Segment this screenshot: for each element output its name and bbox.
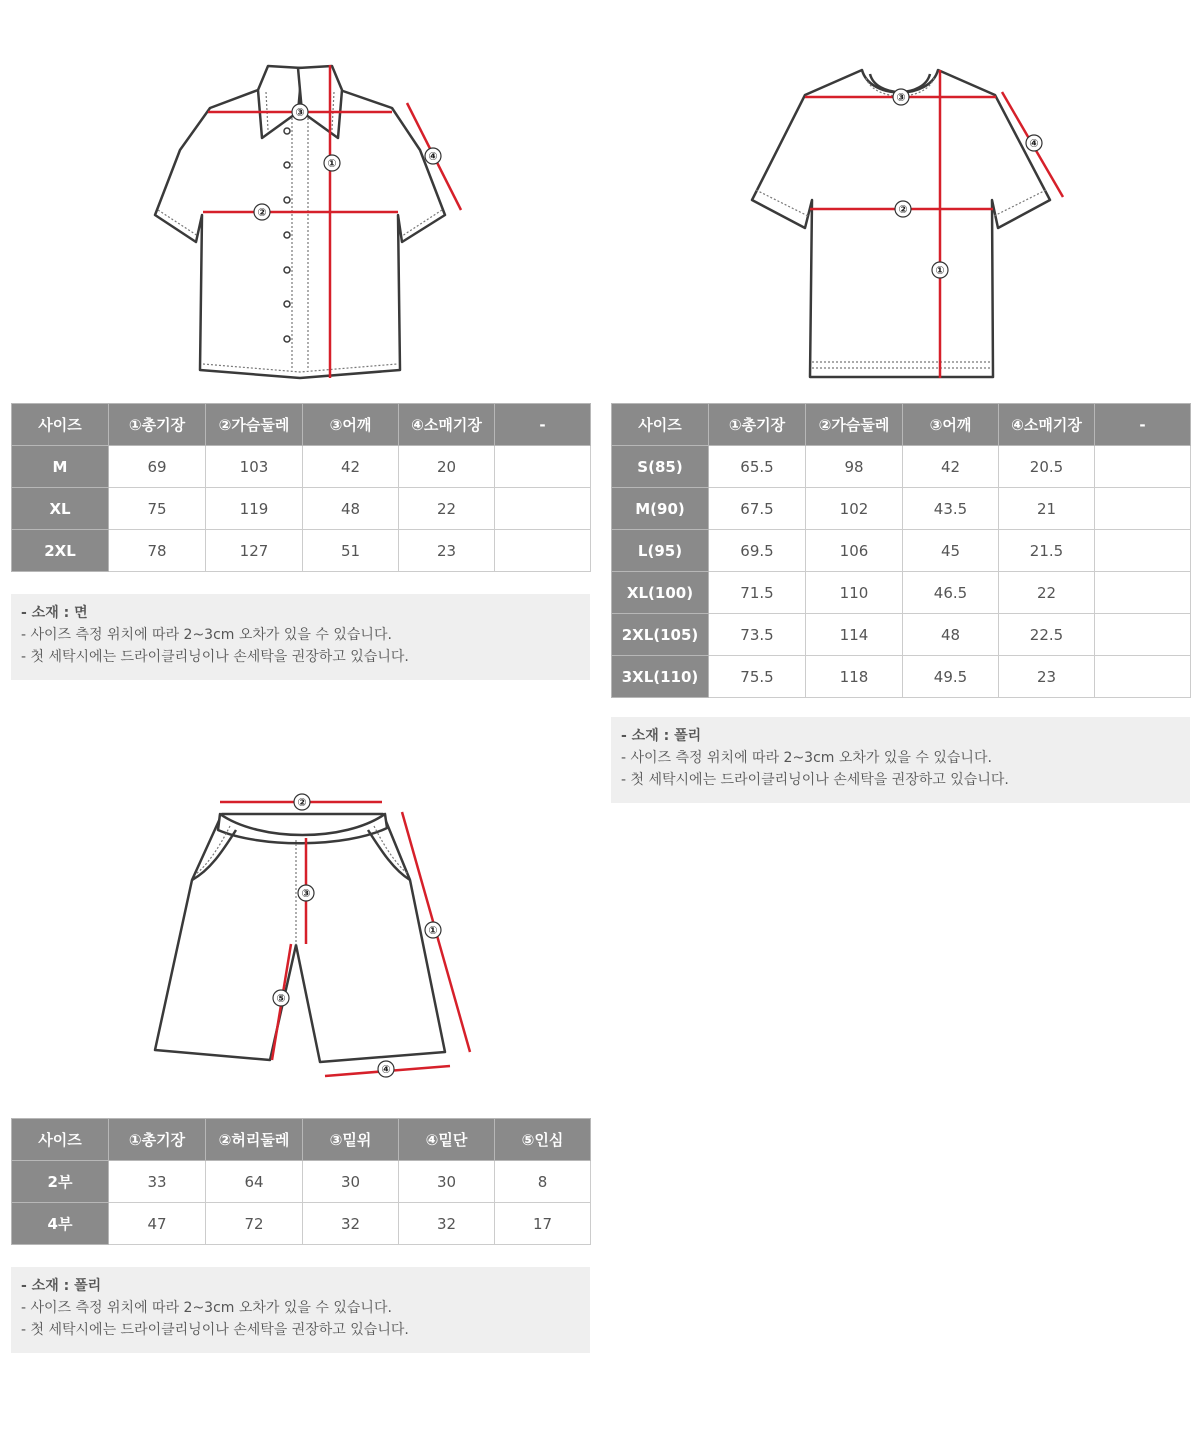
table-cell: 118 (806, 656, 903, 698)
table-cell: 23 (999, 656, 1095, 698)
table-cell: 17 (495, 1203, 591, 1245)
table-row (612, 488, 1191, 530)
shirt-notes (11, 594, 590, 680)
marker-3: ③ (301, 887, 311, 900)
marker-4: ④ (428, 150, 438, 163)
marker-1: ① (428, 924, 438, 937)
table-row (612, 446, 1191, 488)
marker-2: ② (297, 796, 307, 809)
header-extra: - (1095, 404, 1191, 446)
table-cell (1095, 656, 1191, 698)
table-cell: 23 (399, 530, 495, 572)
size-cell: XL(100) (612, 572, 709, 614)
header-chest: ②가슴둘레 (206, 404, 303, 446)
table-cell: 69.5 (709, 530, 806, 572)
table-cell: 114 (806, 614, 903, 656)
table-cell: 32 (399, 1203, 495, 1245)
table-cell: 21.5 (999, 530, 1095, 572)
table-cell: 127 (206, 530, 303, 572)
table-cell: 48 (303, 488, 399, 530)
table-cell: 43.5 (903, 488, 999, 530)
note-line: - 첫 세탁시에는 드라이클리닝이나 손세탁을 권장하고 있습니다. (21, 1322, 409, 1338)
header-size: 사이즈 (12, 404, 109, 446)
size-cell: S(85) (612, 446, 709, 488)
header-extra: - (495, 404, 591, 446)
shorts-notes (11, 1267, 590, 1353)
header-shoulder: ③어깨 (303, 404, 399, 446)
header-total-length: ①총기장 (109, 1119, 206, 1161)
header-inseam: ⑤인심 (495, 1119, 591, 1161)
size-cell: 3XL(110) (612, 656, 709, 698)
marker-3: ③ (295, 106, 305, 119)
material-text: - 소재 : 폴리 (21, 1278, 102, 1294)
table-cell: 46.5 (903, 572, 999, 614)
t-shirt-illustration (740, 60, 1070, 385)
table-cell: 69 (109, 446, 206, 488)
table-cell: 65.5 (709, 446, 806, 488)
table-cell: 72 (206, 1203, 303, 1245)
table-cell: 119 (206, 488, 303, 530)
table-cell: 20 (399, 446, 495, 488)
header-rise: ③밑위 (303, 1119, 399, 1161)
header-chest: ②가슴둘레 (806, 404, 903, 446)
table-header-row (12, 1119, 591, 1161)
table-cell (1095, 572, 1191, 614)
marker-4: ④ (1029, 137, 1039, 150)
table-row (12, 1203, 591, 1245)
table-cell: 110 (806, 572, 903, 614)
marker-3: ③ (896, 91, 906, 104)
size-cell: 4부 (12, 1203, 109, 1245)
table-cell: 48 (903, 614, 999, 656)
material-text: - 소재 : 폴리 (621, 728, 702, 744)
size-cell: 2XL(105) (612, 614, 709, 656)
table-cell: 42 (303, 446, 399, 488)
table-cell: 73.5 (709, 614, 806, 656)
table-cell: 42 (903, 446, 999, 488)
note-line: - 사이즈 측정 위치에 따라 2~3cm 오차가 있을 수 있습니다. (21, 627, 392, 643)
table-cell: 30 (399, 1161, 495, 1203)
table-cell (1095, 530, 1191, 572)
header-hem: ④밑단 (399, 1119, 495, 1161)
table-cell (1095, 614, 1191, 656)
note-line: - 사이즈 측정 위치에 따라 2~3cm 오차가 있을 수 있습니다. (21, 1300, 392, 1316)
note-line: - 사이즈 측정 위치에 따라 2~3cm 오차가 있을 수 있습니다. (621, 750, 992, 766)
marker-4: ④ (381, 1063, 391, 1076)
header-total-length: ①총기장 (709, 404, 806, 446)
table-cell: 98 (806, 446, 903, 488)
table-cell: 67.5 (709, 488, 806, 530)
shorts-size-table (11, 1118, 591, 1245)
table-cell: 22 (999, 572, 1095, 614)
table-cell: 102 (806, 488, 903, 530)
table-cell: 45 (903, 530, 999, 572)
note-line: - 첫 세탁시에는 드라이클리닝이나 손세탁을 권장하고 있습니다. (621, 772, 1009, 788)
table-cell: 33 (109, 1161, 206, 1203)
table-row (612, 656, 1191, 698)
table-cell: 51 (303, 530, 399, 572)
table-cell (1095, 446, 1191, 488)
tshirt-size-table (611, 403, 1191, 698)
table-cell: 30 (303, 1161, 399, 1203)
marker-5: ⑤ (276, 992, 286, 1005)
marker-2: ② (898, 203, 908, 216)
table-cell: 103 (206, 446, 303, 488)
shorts-illustration (140, 790, 480, 1090)
marker-1: ① (327, 157, 337, 170)
header-waist: ②허리둘레 (206, 1119, 303, 1161)
size-cell: XL (12, 488, 109, 530)
header-shoulder: ③어깨 (903, 404, 999, 446)
table-header-row (12, 404, 591, 446)
table-cell: 21 (999, 488, 1095, 530)
table-cell: 49.5 (903, 656, 999, 698)
size-cell: M (12, 446, 109, 488)
header-total-length: ①총기장 (109, 404, 206, 446)
table-cell: 106 (806, 530, 903, 572)
tshirt-notes (611, 717, 1190, 803)
table-cell: 22 (399, 488, 495, 530)
table-row (12, 488, 591, 530)
size-cell: L(95) (612, 530, 709, 572)
table-cell: 47 (109, 1203, 206, 1245)
marker-2: ② (257, 206, 267, 219)
header-size: 사이즈 (12, 1119, 109, 1161)
table-row (612, 572, 1191, 614)
header-sleeve: ④소매기장 (399, 404, 495, 446)
table-header-row (612, 404, 1191, 446)
table-row (12, 446, 591, 488)
table-cell: 8 (495, 1161, 591, 1203)
table-cell: 20.5 (999, 446, 1095, 488)
table-cell (495, 530, 591, 572)
material-text: - 소재 : 면 (21, 605, 88, 621)
table-cell: 71.5 (709, 572, 806, 614)
table-cell: 75 (109, 488, 206, 530)
shirt-size-table (11, 403, 591, 572)
table-cell: 32 (303, 1203, 399, 1245)
table-row (12, 1161, 591, 1203)
size-cell: 2부 (12, 1161, 109, 1203)
table-cell (495, 488, 591, 530)
note-line: - 첫 세탁시에는 드라이클리닝이나 손세탁을 권장하고 있습니다. (21, 649, 409, 665)
table-cell: 64 (206, 1161, 303, 1203)
table-cell: 22.5 (999, 614, 1095, 656)
table-cell: 75.5 (709, 656, 806, 698)
size-cell: M(90) (612, 488, 709, 530)
size-cell: 2XL (12, 530, 109, 572)
header-sleeve: ④소매기장 (999, 404, 1095, 446)
table-cell (1095, 488, 1191, 530)
header-size: 사이즈 (612, 404, 709, 446)
marker-1: ① (935, 264, 945, 277)
table-row (612, 530, 1191, 572)
table-row (612, 614, 1191, 656)
table-cell: 78 (109, 530, 206, 572)
table-cell (495, 446, 591, 488)
short-sleeve-shirt-illustration (140, 55, 480, 390)
table-row (12, 530, 591, 572)
